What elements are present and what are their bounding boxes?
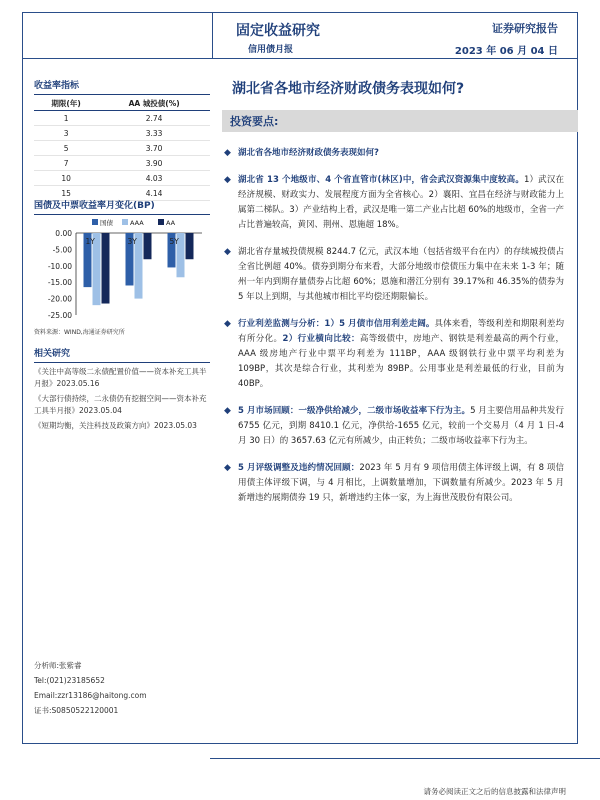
yield-cell: 3.70 — [98, 141, 210, 156]
legend-label: AA — [166, 219, 176, 227]
chart-bar — [186, 233, 194, 259]
key-point-text: 具体来看，等级利差和期限利差均有所分化。 — [238, 319, 564, 344]
bullet-icon: ◆ — [224, 175, 231, 185]
yield-cell: 2.74 — [98, 111, 210, 126]
table-row — [34, 111, 210, 126]
key-point-text: 湖北省存量城投债规模 8244.7 亿元，武汉本地（包括省级平台在内）的存续城投债占全省比例超 40%。债券到期分布来看，大部分地级市偿债压力集中在未来 1-3 年；随州一年内到期存量债券占比超 60%；恩施和潜江分别有 39.17%和 46.35%的债券为 5 年以上到期，与其他城市相比平均偿还期限偏长。 — [238, 247, 564, 302]
yield-section — [34, 78, 210, 201]
footer-rule — [210, 758, 600, 759]
bullet-icon: ◆ — [224, 148, 231, 158]
report-type: 证券研究报告 — [492, 22, 558, 35]
chart-source: 资料来源：WIND,海通证券研究所 — [34, 329, 125, 336]
key-point-text: 5 月主要信用品种共发行 6755 亿元，到期 8410.1 亿元，净供给-1655 亿元，较前一个交易月（4 月 1 日-4 月 30 日）的 3657.63 亿元有所减少，由正转负；二级市场收益率下行为主。 — [238, 406, 564, 446]
x-tick-label: 5Y — [169, 237, 179, 246]
analyst-tel: Tel:(021)23185652 — [34, 676, 105, 685]
term-cell: 10 — [34, 171, 98, 186]
yield-change-chart — [34, 215, 210, 321]
term-cell: 15 — [34, 186, 98, 201]
header-rule — [22, 58, 578, 59]
legend-swatch — [158, 219, 164, 225]
y-tick-label: -5.00 — [52, 245, 72, 255]
yield-title: 收益率指标 — [34, 78, 210, 95]
y-tick-label: -20.00 — [47, 294, 72, 304]
y-tick-label: -25.00 — [47, 311, 72, 320]
analyst-email[interactable]: Email:zzr13186@haitong.com — [34, 691, 147, 700]
key-points — [224, 146, 564, 518]
term-cell: 5 — [34, 141, 98, 156]
report-date: 2023 年 06 月 04 日 — [454, 46, 558, 57]
key-point-lead: 湖北省各地市经济财政债务表现如何? — [238, 148, 379, 158]
key-point-lead: 5 月市场回顾：一级净供给减少，二级市场收益率下行为主。 — [238, 406, 471, 416]
table-row — [34, 126, 210, 141]
key-point — [224, 461, 564, 506]
legend-swatch — [122, 219, 128, 225]
related-research — [34, 346, 210, 432]
bullet-icon: ◆ — [224, 406, 231, 416]
related-title: 相关研究 — [34, 346, 210, 363]
y-tick-label: 0.00 — [55, 229, 72, 238]
legend-swatch — [92, 219, 98, 225]
bullet-icon: ◆ — [224, 247, 231, 257]
analyst-cert: 证书:S0850522120001 — [34, 706, 119, 715]
brand-title: 固定收益研究 — [236, 23, 320, 39]
analyst-info — [34, 658, 147, 718]
y-tick-label: -10.00 — [47, 261, 72, 271]
col-header-term: 期限(年) — [34, 97, 98, 111]
key-point — [224, 245, 564, 305]
related-item[interactable]: 《大部行债持续，二永债仍有挖掘空间——资本补充工具半月报》2023.05.04 — [34, 394, 207, 415]
x-tick-label: 1Y — [85, 237, 95, 246]
key-point-text: 高等级债中，房地产、钢铁是利差最高的两个行业，AAA 级房地产行业中票平均利差为 111BP，AAA 级钢铁行业中票平均利差为 109BP，其次是综合行业，其利差为 89BP。公用事业是利差最低的行业，目前为 40BP。 — [238, 334, 564, 389]
key-point-text: 1）武汉在经济规模、财政实力、发展程度方面为全省核心。2）襄阳、宜昌在经济与财政能力上属第二梯队。3）产业结构上看，武汉是唯一第二产业占比超 60%的地级市，全省一产占比普遍较高，黄冈、荆州、恩施超 18%。 — [238, 175, 564, 230]
chart-bar — [144, 233, 152, 259]
chart-bar — [102, 233, 110, 304]
legend-label: AAA — [130, 219, 144, 227]
x-tick-label: 3Y — [127, 237, 137, 246]
legend-label: 国债 — [100, 219, 113, 227]
yield-cell: 4.03 — [98, 171, 210, 186]
table-row — [34, 141, 210, 156]
yield-table — [34, 97, 210, 201]
term-cell: 7 — [34, 156, 98, 171]
report-subtitle: 信用债月报 — [248, 45, 294, 55]
related-item[interactable]: 《短期均衡，关注科技及政策方向》2023.05.03 — [34, 421, 197, 430]
key-point-lead: 湖北省 13 个地级市、4 个省直管市(林区)中，省会武汉资源集中度较高。 — [238, 175, 524, 185]
key-point-lead: 行业利差监测与分析：1）5 月债市信用利差走阔。 — [238, 319, 435, 329]
analyst-name: 分析师:张紫睿 — [34, 661, 82, 670]
header-divider — [212, 12, 213, 58]
y-tick-label: -15.00 — [47, 278, 72, 288]
key-point — [224, 173, 564, 233]
key-point-lead: 5 月评级调整及违约情况回顾： — [238, 463, 360, 473]
related-item[interactable]: 《关注中高等级二永债配置价值——资本补充工具半月报》2023.05.16 — [34, 367, 207, 388]
yield-cell: 4.14 — [98, 186, 210, 201]
disclaimer: 请务必阅读正文之后的信息披露和法律声明 — [423, 787, 566, 796]
term-cell: 1 — [34, 111, 98, 126]
yield-change-chart-section — [34, 198, 210, 336]
key-point — [224, 317, 564, 392]
yield-cell: 3.90 — [98, 156, 210, 171]
table-row — [34, 156, 210, 171]
key-point-text: 2023 年 5 月有 9 项信用债主体评级上调，有 8 项信用债主体评级下调，与 4 月相比，上调数量增加，下调数量有所减少。2023 年 5 月新增违约展期债券 19 只，新增违约主体一家，为上海世茂股份有限公司。 — [238, 463, 564, 503]
bullet-icon: ◆ — [224, 463, 231, 473]
key-points-title: 投资要点: — [230, 115, 279, 128]
term-cell: 3 — [34, 126, 98, 141]
table-row — [34, 171, 210, 186]
yield-cell: 3.33 — [98, 126, 210, 141]
bullet-icon: ◆ — [224, 319, 231, 329]
chart-title: 国债及中票收益率月变化(BP) — [34, 198, 210, 215]
key-point — [224, 404, 564, 449]
key-point-lead: 2）行业横向比较： — [282, 334, 360, 344]
main-title: 湖北省各地市经济财政债务表现如何? — [232, 81, 465, 97]
col-header-yield: AA 城投债(%) — [98, 97, 210, 111]
key-point — [224, 146, 564, 161]
